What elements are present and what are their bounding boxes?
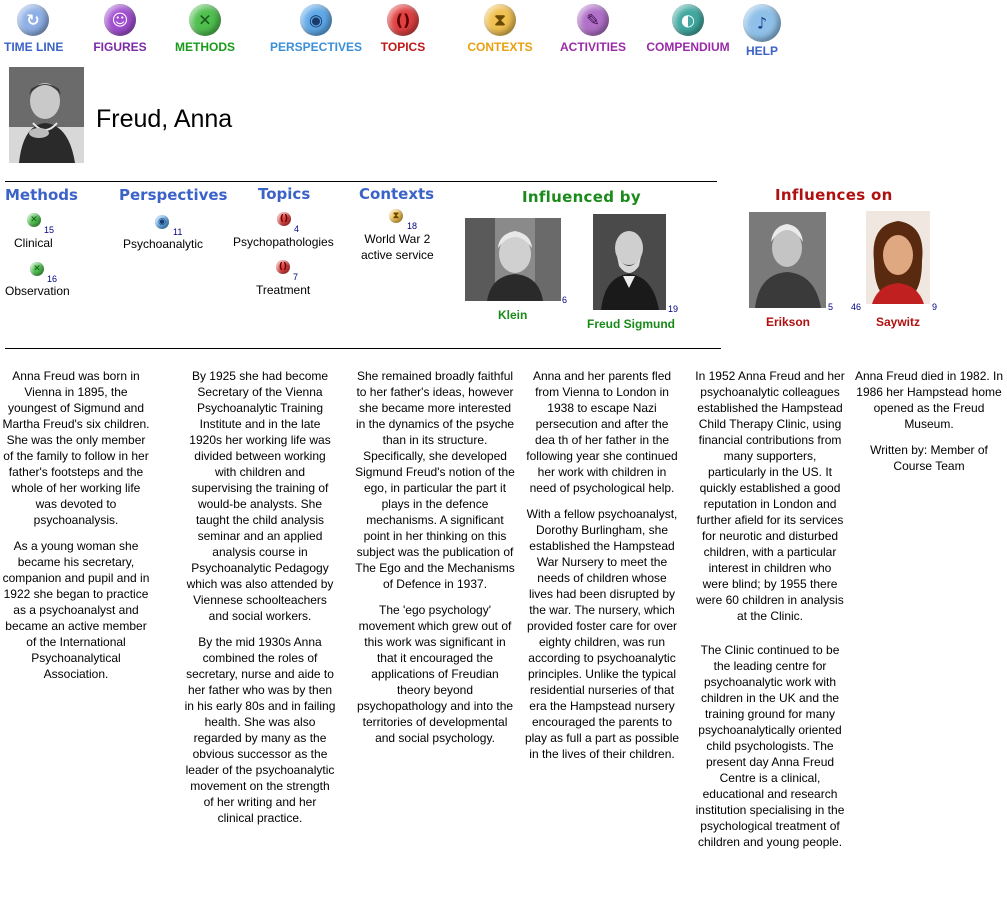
freud-sigmund-photo[interactable]: [593, 214, 666, 310]
influence-count: 5: [828, 302, 834, 312]
nav-timeline[interactable]: [4, 0, 62, 54]
bio-column-1: [2, 368, 150, 692]
item-count: 7: [293, 272, 299, 282]
methods-icon[interactable]: ✕: [27, 213, 41, 227]
context-ww2[interactable]: [361, 231, 434, 263]
nav-label: TOPICS: [380, 40, 426, 54]
nav-label: CONTEXTS: [467, 40, 533, 54]
divider-bottom: [5, 348, 721, 349]
compendium-icon: ◐: [672, 4, 704, 36]
contexts-icon[interactable]: ⧗: [389, 209, 403, 223]
item-count: 4: [294, 224, 300, 234]
bio-column-6: [852, 368, 1006, 484]
figures-icon: ☺: [104, 4, 136, 36]
bio-paragraph: The Clinic continued to be the leading centre for psychoanalytic work with children in the UK and the training ground for many psychoanalytically oriented child psychologists. The present day Anna Freud Centre is a clinical, educational and research institution specialising in the psychological treatment of children and young people.: [695, 643, 845, 849]
bio-paragraph: She remained broadly faithful to her father's ideas, however she became more interested in the dynamics of the psyche than in its structure. Specifically, she developed Sigmund Freud's notion of the ego, in particular the part it plays in the defence mechanisms. A significant point in her thinking on this subject was the publication of The Ego and the Mechanisms of Defence in 1937.: [355, 369, 515, 591]
nav-help[interactable]: [740, 0, 784, 58]
nav-topics[interactable]: [378, 0, 428, 54]
topics-icon[interactable]: (): [276, 260, 290, 274]
method-observation[interactable]: Observation: [5, 284, 70, 298]
methods-heading[interactable]: Methods: [5, 186, 78, 204]
bio-column-5: [694, 368, 846, 860]
influences-on-heading: Influences on: [775, 186, 893, 204]
methods-icon: ✕: [189, 4, 221, 36]
nav-compendium[interactable]: [645, 0, 731, 54]
perspectives-icon: ◉: [300, 4, 332, 36]
perspective-psychoanalytic[interactable]: Psychoanalytic: [123, 237, 204, 251]
influence-count: 9: [932, 302, 938, 312]
divider-top: [5, 181, 717, 182]
influence-count-left: 46: [851, 302, 862, 312]
bio-column-4: [524, 368, 680, 772]
context-label: World War 2: [364, 232, 431, 246]
topics-icon[interactable]: (): [277, 212, 291, 226]
help-icon: ♪: [743, 4, 781, 42]
influenced-by-heading: Influenced by: [522, 188, 641, 206]
nav-methods[interactable]: [174, 0, 236, 54]
erikson-photo[interactable]: [749, 212, 826, 308]
nav-label: FIGURES: [93, 40, 147, 54]
topic-treatment[interactable]: Treatment: [256, 283, 311, 297]
bio-paragraph: As a young woman she became his secretary, companion and pupil and in 1922 she began to practice as a psychoanalyst and became an active member of the International Psychoanalytical Association.: [2, 539, 150, 681]
influence-count: 19: [668, 304, 679, 314]
nav-label: COMPENDIUM: [646, 40, 730, 54]
bio-paragraph: The 'ego psychology' movement which grew out of this work was significant in that it encouraged the applications of Freudian theory beyond psychopathology and into the territories of developmental and social psychology.: [356, 603, 514, 745]
bio-paragraph: With a fellow psychoanalyst, Dorothy Burlingham, she established the Hampstead War Nursery to meet the needs of children whose lives had been disrupted by the war. The nursery, which provided foster care for over eighty children, was run according to psychoanalytic principles. Unlike the typical residential nurseries of that era the Hampstead nursery encouraged the parents to play as full a part as possible in the lives of their children.: [524, 507, 680, 761]
bio-paragraph: In 1952 Anna Freud and her psychoanalytic colleagues established the Hampstead Child Therapy Clinic, using financial contributions from many supporters, particularly in the US. It quickly established a good reputation in London and further afield for its services for neurotic and disturbed children, with a particular interest in children who were blind; by 1955 there were 60 children in analysis at the Clinic.: [695, 369, 845, 623]
method-clinical[interactable]: Clinical: [14, 236, 53, 250]
bio-column-2: [184, 368, 336, 836]
item-count: 18: [407, 221, 418, 231]
nav-contexts[interactable]: [466, 0, 534, 54]
person-name: Freud, Anna: [96, 105, 233, 133]
timeline-icon: ↻: [17, 4, 49, 36]
topics-icon: (): [387, 4, 419, 36]
bio-paragraph: Anna Freud died in 1982. In 1986 her Hampstead home opened as the Freud Museum.: [854, 369, 1004, 431]
erikson-name[interactable]: Erikson: [766, 315, 811, 329]
saywitz-photo[interactable]: [866, 211, 930, 304]
item-count: 15: [44, 225, 55, 235]
topics-heading[interactable]: Topics: [258, 185, 311, 203]
perspectives-heading[interactable]: Perspectives: [119, 186, 228, 204]
bio-paragraph: By the mid 1930s Anna combined the roles of secretary, nurse and aide to her father who was by then in his early 80s and in failing health. She was also regarded by many as the obvious successor as the leader of the psychoanalytic movement on the strength of her writing and her clinical practice.: [184, 635, 336, 825]
bio-paragraph: Anna and her parents fled from Vienna to London in 1938 to escape Nazi persecution and after the dea th of her father in the following year she continued her work with children in need of psychological help.: [526, 369, 678, 495]
activities-icon: ✎: [577, 4, 609, 36]
nav-label: HELP: [745, 44, 778, 58]
item-count: 16: [47, 274, 58, 284]
top-navigation: [0, 0, 1007, 70]
freud-sigmund-name[interactable]: Freud Sigmund: [587, 317, 675, 331]
bio-credit: Written by: Member of Course Team: [870, 443, 988, 473]
bio-column-3: [354, 368, 516, 756]
bio-paragraph: Anna Freud was born in Vienna in 1895, the youngest of Sigmund and Martha Freud's six children. She was the only member of the family to follow in her father's footsteps and the whole of her working life was devoted to psychoanalysis.: [2, 369, 150, 527]
nav-label: TIME LINE: [4, 40, 64, 54]
nav-perspectives[interactable]: [270, 0, 362, 54]
nav-activities[interactable]: [559, 0, 627, 54]
nav-label: METHODS: [175, 40, 235, 54]
contexts-icon: ⧗: [484, 4, 516, 36]
klein-photo[interactable]: [465, 218, 561, 301]
context-label-line2: active service: [361, 248, 434, 262]
influence-count: 6: [562, 295, 568, 305]
portrait-image: [9, 67, 84, 163]
bio-paragraph: By 1925 she had become Secretary of the Vienna Psychoanalytic Training Institute and in the late 1920s her working life was divided between working with children and supervising the training of would-be analysts. She taught the child analysis seminar and an applied analysis course in Psychoanalytic Pedagogy which was also attended by Viennese schoolteachers and social workers.: [186, 369, 334, 623]
saywitz-name[interactable]: Saywitz: [876, 315, 921, 329]
nav-label: ACTIVITIES: [559, 40, 626, 54]
nav-label: PERSPECTIVES: [270, 40, 363, 54]
nav-figures[interactable]: [92, 0, 148, 54]
methods-icon[interactable]: ✕: [30, 262, 44, 276]
contexts-heading[interactable]: Contexts: [359, 185, 435, 203]
item-count: 11: [173, 227, 183, 237]
topic-psychopathologies[interactable]: Psychopathologies: [233, 235, 334, 249]
perspectives-icon[interactable]: ◉: [155, 215, 169, 229]
klein-name[interactable]: Klein: [498, 308, 528, 322]
